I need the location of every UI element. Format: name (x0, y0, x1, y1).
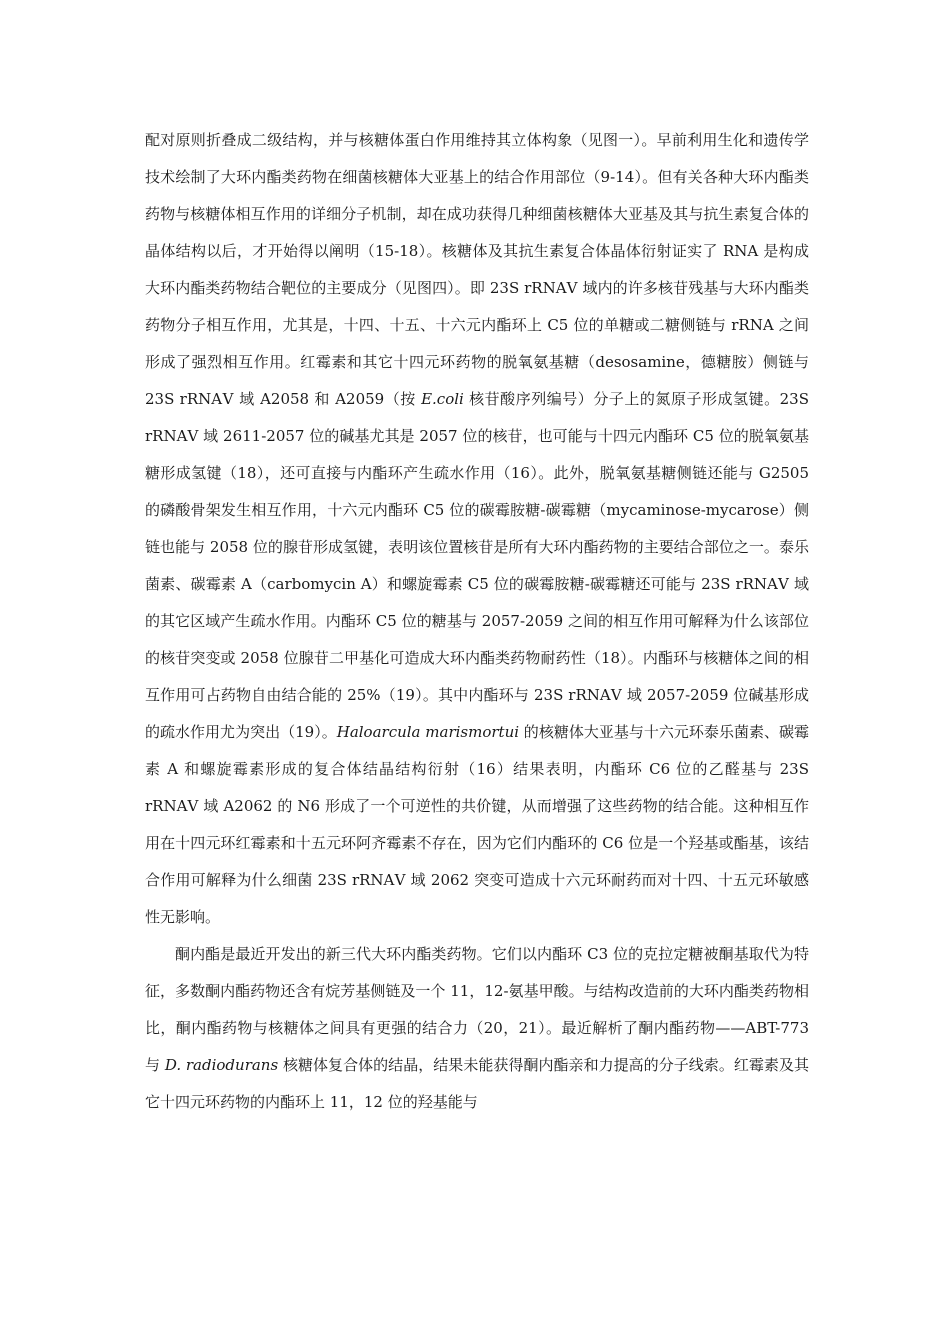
text-segment: 配对原则折叠成二级结构，并与核糖体蛋白作用维持其立体构象（见图一）。早前利用生化和遗传学技术绘制了大环内酯类药物在细菌核糖体大亚基上的结合作用部位（9-14）。但有关各种大环内酯类药物与核糖体相互作用的详细分子机制，却在成功获得几种细菌核糖体大亚基及其与抗生素复合体的晶体结构以后，才开始得以阐明（15-18）。核糖体及其抗生素复合体晶体衍射证实了 RNA 是构成大环内酯类药物结合靶位的主要成分（见图四）。即 23S rRNAⅤ 域内的许多核苷残基与大环内酯类药物分子相互作用，尤其是，十四、十五、十六元内酯环上 C5 位的单糖或二糖侧链与 rRNA 之间形成了强烈相互作用。红霉素和其它十四元环药物的脱氧氨基糖（desosamine，德糖胺）侧链与 23S rRNAⅤ 域 A2058 和 A2059（按 (145, 131, 809, 408)
paragraph-1 (145, 122, 809, 936)
text-segment: 核糖体复合体的结晶，结果未能获得酮内酯亲和力提高的分子线索。红霉素及其它十四元环药物的内酯环上 11，12 位的羟基能与 (145, 1056, 809, 1111)
species-name-haloarcula: Haloarcula marismortui (336, 723, 520, 741)
paragraph-2 (145, 936, 809, 1121)
species-name-ecoli: E.coli (421, 390, 464, 408)
body-text (145, 122, 809, 1121)
species-name-radiodurans: D. radiodurans (164, 1056, 279, 1074)
text-segment: 核苷酸序列编号）分子上的氮原子形成氢键。23S rRNAⅤ 域 2611-2057 位的碱基尤其是 2057 位的核苷，也可能与十四元内酯环 C5 位的脱氧氨基糖形成氢键（18），还可直接与内酯环产生疏水作用（16）。此外，脱氧氨基糖侧链还能与 G2505 的磷酸骨架发生相互作用，十六元内酯环 C5 位的碳霉胺糖-碳霉糖（mycaminose-mycarose）侧链也能与 2058 位的腺苷形成氢键，表明该位置核苷是所有大环内酯药物的主要结合部位之一。泰乐菌素、碳霉素 A（carbomycin A）和螺旋霉素 C5 位的碳霉胺糖-碳霉糖还可能与 23S rRNAⅤ 域的其它区域产生疏水作用。内酯环 C5 位的糖基与 2057-2059 之间的相互作用可解释为什么该部位的核苷突变或 2058 位腺苷二甲基化可造成大环内酯类药物耐药性（18）。内酯环与核糖体之间的相互作用可占药物自由结合能的 25%（19）。其中内酯环与 23S rRNAⅤ 域 2057-2059 位碱基形成的疏水作用尤为突出（19）。 (145, 390, 809, 741)
text-segment: 的核糖体大亚基与十六元环泰乐菌素、碳霉素 A 和螺旋霉素形成的复合体结晶结构衍射（16）结果表明，内酯环 C6 位的乙醛基与 23S rRNAⅤ 域 A2062 的 N6 形成了一个可逆性的共价键，从而增强了这些药物的结合能。这种相互作用在十四元环红霉素和十五元环阿齐霉素不存在，因为它们内酯环的 C6 位是一个羟基或酯基，该结合作用可解释为什么细菌 23S rRNAⅤ 域 2062 突变可造成十六元环耐药而对十四、十五元环敏感性无影响。 (145, 723, 809, 926)
text-segment: 酮内酯是最近开发出的新三代大环内酯类药物。它们以内酯环 C3 位的克拉定糖被酮基取代为特征，多数酮内酯药物还含有烷芳基侧链及一个 11，12-氨基甲酸。与结构改造前的大环内酯类药物相比，酮内酯药物与核糖体之间具有更强的结合力（20，21）。最近解析了酮内酯药物——ABT-773 与 (145, 945, 809, 1074)
